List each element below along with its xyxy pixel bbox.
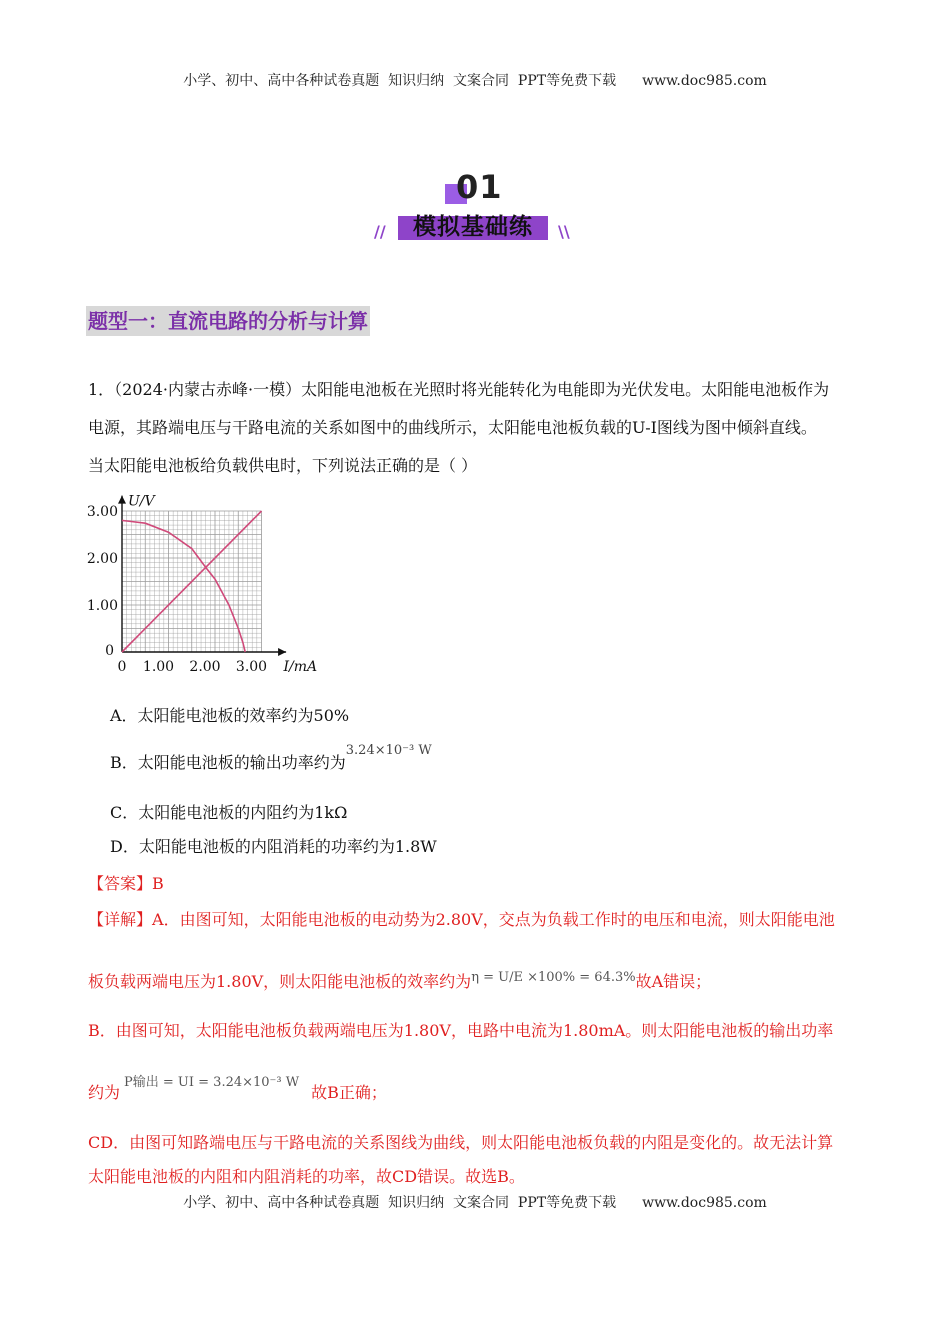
answer-line bbox=[88, 871, 864, 894]
explanation-l4-text: 约为 bbox=[88, 1083, 121, 1102]
answer-label: 【答案】 bbox=[88, 874, 153, 893]
option-b-formula: 3.24×10⁻³ W bbox=[345, 743, 432, 758]
option-d: D．太阳能电池板的内阻消耗的功率约为1.8W bbox=[110, 837, 437, 856]
explanation-l2-end: 故A错误； bbox=[635, 972, 712, 991]
page-header bbox=[0, 70, 950, 90]
x-tick-label: 2.00 bbox=[189, 659, 221, 672]
ui-chart bbox=[84, 486, 324, 672]
x-axis-label: I/mA bbox=[283, 659, 318, 672]
page-footer bbox=[0, 1192, 950, 1212]
question-line-1: 1．（2024·内蒙古赤峰·一模）太阳能电池板在光照时将光能转化为电能即为光伏发电。太阳能电池板作为 bbox=[88, 380, 830, 399]
explanation-line-4 bbox=[88, 1075, 864, 1103]
explanation-line-1 bbox=[88, 907, 864, 930]
question-text bbox=[88, 371, 864, 485]
option-a: A．太阳能电池板的效率约为50% bbox=[110, 706, 350, 725]
option-c: C．太阳能电池板的内阻约为1kΩ bbox=[110, 803, 348, 822]
y-tick-label: 1.00 bbox=[86, 598, 118, 614]
answer-value: B bbox=[152, 874, 164, 893]
y-tick-label: 3.00 bbox=[86, 504, 118, 520]
section-title: 题型一：直流电路的分析与计算 bbox=[86, 306, 370, 336]
explanation-l4-end: 故B正确； bbox=[311, 1083, 387, 1102]
question-line-2: 电源，其路端电压与干路电流的关系如图中的曲线所示，太阳能电池板负载的U-I图线为图中倾斜直线。 bbox=[88, 418, 817, 437]
x-tick-label: 0 bbox=[117, 659, 127, 672]
x-tick-label: 1.00 bbox=[142, 659, 175, 672]
badge-title: 模拟基础练 bbox=[413, 214, 533, 240]
footer-url[interactable]: www.doc985.com bbox=[642, 1195, 767, 1211]
y-tick-label: 2.00 bbox=[86, 551, 118, 567]
section-badge bbox=[372, 168, 582, 248]
badge-number: 01 bbox=[456, 168, 503, 206]
question-line-3: 当太阳能电池板给负载供电时，下列说法正确的是（ ） bbox=[88, 456, 478, 475]
header-text: 小学、初中、高中各种试卷真题 知识归纳 文案合同 PPT等免费下载 bbox=[183, 73, 617, 89]
header-url[interactable]: www.doc985.com bbox=[642, 73, 767, 89]
y-axis-label: U/V bbox=[128, 493, 155, 510]
efficiency-formula: η = U/E ×100% = 64.3% bbox=[471, 970, 636, 985]
explanation-line-3: B．由图可知，太阳能电池板负载两端电压为1.80V，电路中电流为1.80mA。则太阳能电池板的输出功率 bbox=[88, 1021, 834, 1040]
option-b-text: B．太阳能电池板的输出功率约为 bbox=[110, 753, 346, 772]
x-axis-arrow bbox=[278, 648, 286, 656]
badge-slash-left: // bbox=[374, 222, 386, 241]
explanation-l1: A．由图可知，太阳能电池板的电动势为2.80V，交点为负载工作时的电压和电流，则太阳能电池 bbox=[152, 910, 835, 929]
explanation-l2-text: 板负载两端电压为1.80V，则太阳能电池板的效率约为 bbox=[88, 972, 472, 991]
y-axis-arrow bbox=[118, 496, 126, 504]
origin-label: 0 bbox=[105, 643, 114, 659]
x-tick-label: 3.00 bbox=[235, 659, 268, 672]
explanation-line-6: 太阳能电池板的内阻和内阻消耗的功率，故CD错误。故选B。 bbox=[88, 1167, 525, 1186]
power-formula: P输出 = UI = 3.24×10⁻³ W bbox=[124, 1075, 300, 1090]
explanation-line-2 bbox=[88, 969, 864, 992]
explanation-label: 【详解】 bbox=[88, 910, 153, 929]
badge-slash-right: \\ bbox=[558, 222, 570, 241]
footer-text: 小学、初中、高中各种试卷真题 知识归纳 文案合同 PPT等免费下载 bbox=[183, 1195, 617, 1211]
option-b bbox=[110, 743, 432, 773]
explanation-line-5: CD．由图可知路端电压与干路电流的关系图线为曲线，则太阳能电池板负载的内阻是变化的。故无法计算 bbox=[88, 1133, 834, 1152]
